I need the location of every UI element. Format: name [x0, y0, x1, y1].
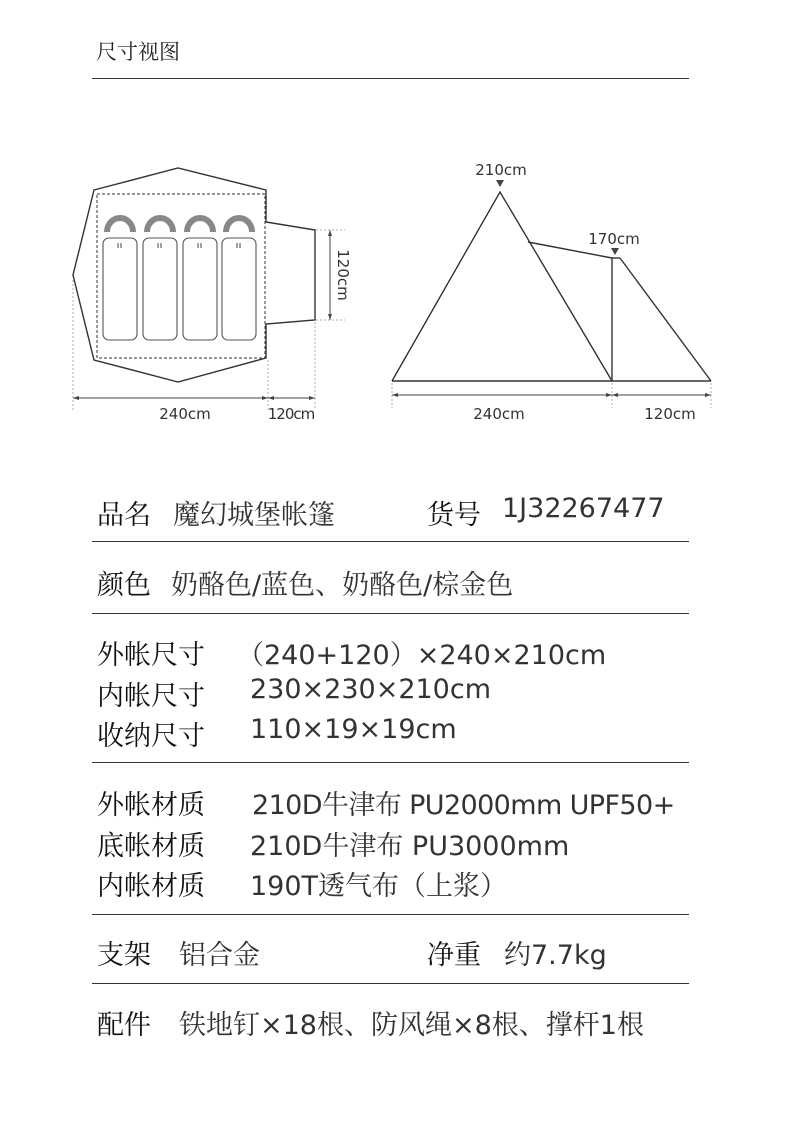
- floor-material-label: 底帐材质: [97, 831, 205, 862]
- page-title: 尺寸视图: [96, 40, 180, 64]
- weight-value: 约7.7kg: [504, 940, 607, 971]
- accessories-label: 配件: [97, 1010, 151, 1041]
- main-tent-profile: [392, 192, 612, 381]
- top-width-vestibule-label: 120cm: [267, 405, 315, 423]
- side-width-vestibule-label: 120cm: [644, 405, 696, 423]
- divider: [92, 613, 689, 614]
- divider: [92, 914, 689, 915]
- sku-value: 1J32267477: [502, 493, 665, 524]
- outer-size-value: （240+120）×240×210cm: [237, 640, 607, 671]
- sku-label: 货号: [427, 500, 481, 531]
- side-width-main-label: 240cm: [473, 405, 525, 423]
- side-height-main-label: 210cm: [475, 161, 527, 179]
- side-dimension-arrows: [392, 180, 711, 397]
- pack-size-label: 收纳尺寸: [97, 721, 205, 752]
- outer-material-label: 外帐材质: [97, 790, 205, 821]
- accessories-value: 铁地钉×18根、防风绳×8根、撑杆1根: [179, 1010, 644, 1041]
- divider: [92, 762, 689, 763]
- tent-dimension-diagram: [0, 0, 790, 440]
- inner-material-label: 内帐材质: [97, 871, 205, 902]
- pack-size-value: 110×19×19cm: [250, 714, 457, 745]
- divider: [92, 983, 689, 984]
- outer-material-value: 210D牛津布 PU2000mm UPF50+: [252, 790, 675, 821]
- color-value: 奶酪色/蓝色、奶酪色/棕金色: [171, 570, 514, 601]
- side-view: [392, 180, 711, 408]
- top-depth-vestibule-label: 120cm: [334, 249, 352, 301]
- divider: [92, 541, 689, 542]
- inner-material-value: 190T透气布（上浆）: [250, 871, 508, 902]
- name-value: 魔幻城堡帐篷: [173, 500, 335, 531]
- floor-material-value: 210D牛津布 PU3000mm: [250, 831, 570, 862]
- vestibule-slope: [620, 258, 711, 381]
- outer-size-label: 外帐尺寸: [97, 640, 205, 671]
- side-height-vestibule-label: 170cm: [588, 230, 640, 248]
- peak-marker-vestibule: [611, 248, 619, 255]
- color-label: 颜色: [97, 570, 151, 601]
- weight-label: 净重: [427, 940, 481, 971]
- top-width-main-label: 240cm: [159, 405, 211, 423]
- peak-marker-main: [496, 180, 504, 187]
- inner-size-label: 内帐尺寸: [97, 681, 205, 712]
- name-label: 品名: [97, 500, 151, 531]
- inner-size-value: 230×230×210cm: [250, 674, 491, 705]
- frame-label: 支架: [97, 940, 151, 971]
- frame-value: 铝合金: [179, 940, 260, 971]
- top-view: [73, 168, 345, 410]
